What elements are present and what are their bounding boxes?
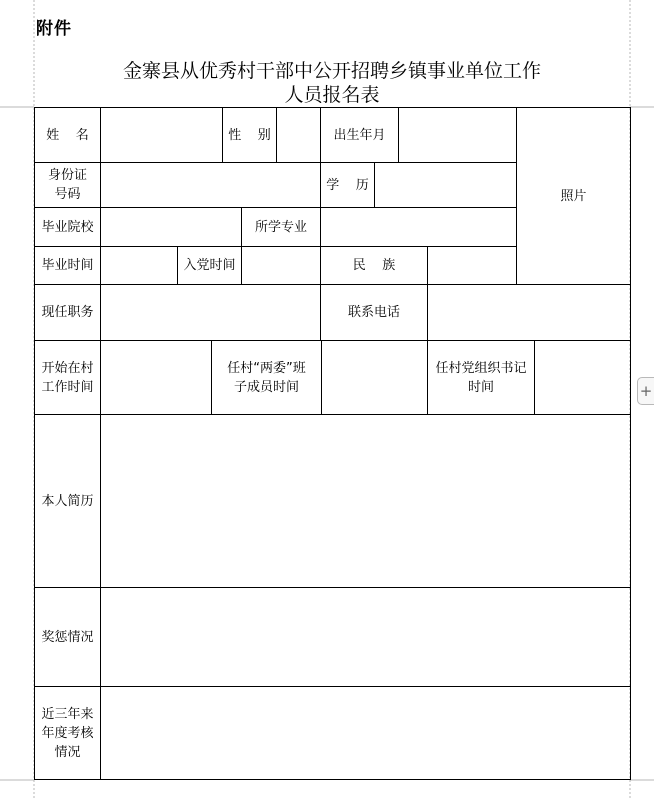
two-committees-time-field[interactable]: [322, 341, 427, 414]
resume-field[interactable]: [101, 415, 630, 587]
rewards-punishments-field[interactable]: [101, 588, 630, 686]
major-field[interactable]: [321, 208, 516, 246]
label-education: 学 历: [326, 177, 369, 193]
current-position-field[interactable]: [101, 285, 320, 340]
label-current-position: 现任职务: [41, 305, 94, 320]
graduation-time-field[interactable]: [101, 247, 177, 284]
village-start-time-field[interactable]: [101, 341, 211, 414]
name-field[interactable]: [101, 108, 222, 162]
label-name: 姓 名: [46, 127, 89, 143]
form-title-line2: 人员报名表: [284, 84, 380, 106]
education-field[interactable]: [375, 163, 516, 207]
label-major: 所学专业: [254, 219, 307, 235]
plus-icon: +: [639, 382, 653, 400]
label-phone: 联系电话: [347, 305, 400, 320]
label-graduation-time: 毕业时间: [41, 258, 94, 273]
ethnicity-field[interactable]: [428, 247, 516, 284]
label-school: 毕业院校: [41, 219, 94, 235]
attachment-label: 附件: [36, 19, 72, 39]
label-photo: 照片: [560, 188, 587, 204]
label-party-join-time: 入党时间: [183, 258, 236, 273]
annual-assessment-field[interactable]: [101, 687, 630, 779]
label-two-committees-time: 任村“两委”班 子成员时间: [227, 360, 306, 395]
birth-date-field[interactable]: [399, 108, 516, 162]
label-ethnicity: 民 族: [352, 258, 396, 273]
table-expand-button[interactable]: [637, 377, 654, 405]
label-birth-date: 出生年月: [333, 127, 386, 143]
label-village-start-time: 开始在村 工作时间: [41, 360, 94, 395]
party-secretary-time-field[interactable]: [535, 341, 630, 414]
label-rewards-punishments: 奖惩情况: [41, 629, 94, 645]
party-join-time-field[interactable]: [242, 247, 320, 284]
form-title-line1: 金寨县从优秀村干部中公开招聘乡镇事业单位工作: [122, 60, 541, 82]
label-resume: 本人简历: [41, 493, 94, 509]
label-annual-assessment: 近三年来 年度考核 情况: [41, 706, 94, 760]
phone-field[interactable]: [428, 285, 630, 340]
gender-field[interactable]: [277, 108, 320, 162]
label-party-secretary-time: 任村党组织书记 时间: [435, 360, 527, 395]
label-gender: 性 别: [228, 127, 271, 143]
id-number-field[interactable]: [101, 163, 320, 207]
label-id-number: 身份证 号码: [47, 168, 87, 202]
school-field[interactable]: [101, 208, 241, 246]
